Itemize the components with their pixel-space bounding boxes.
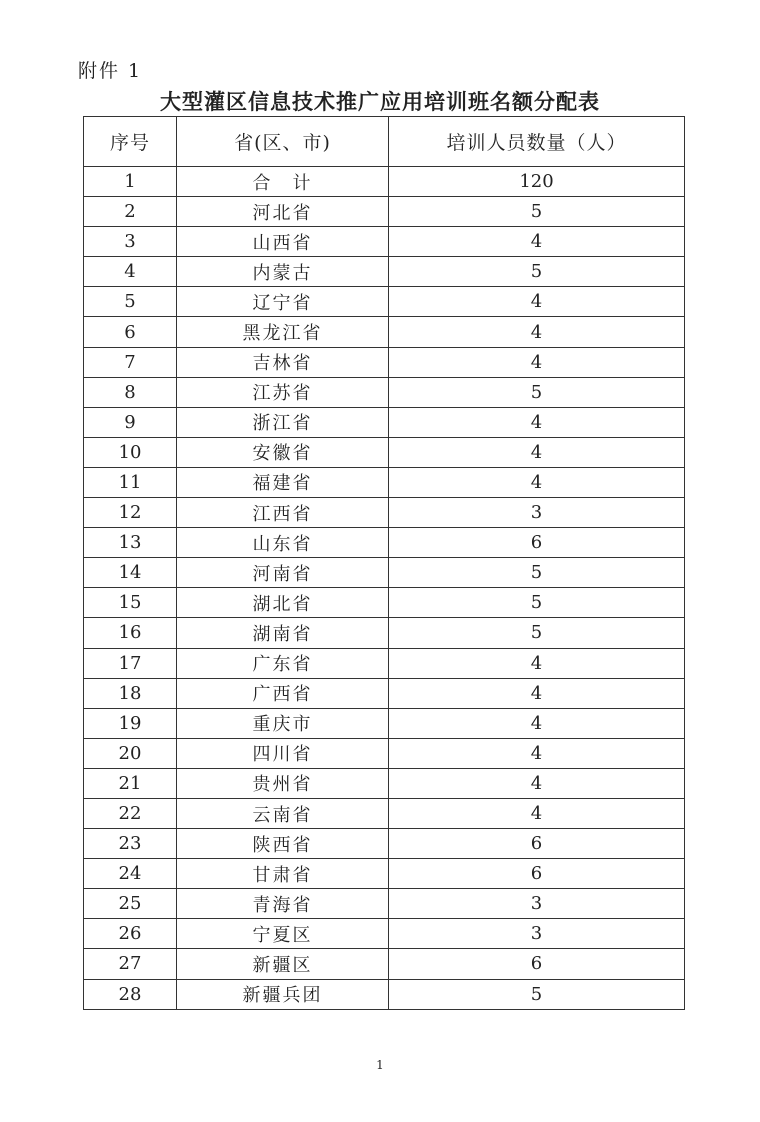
row-count-cell: 5 bbox=[389, 979, 685, 1009]
table-row bbox=[84, 317, 685, 347]
row-number-cell: 4 bbox=[84, 257, 177, 287]
row-count-cell: 6 bbox=[389, 949, 685, 979]
row-count-cell: 4 bbox=[389, 798, 685, 828]
row-count-cell: 4 bbox=[389, 648, 685, 678]
table-row bbox=[84, 467, 685, 497]
row-number-cell: 8 bbox=[84, 377, 177, 407]
table-header-row bbox=[84, 117, 685, 167]
document-title: 大型灌区信息技术推广应用培训班名额分配表 bbox=[160, 90, 600, 114]
row-number-cell: 13 bbox=[84, 528, 177, 558]
row-number-cell: 26 bbox=[84, 919, 177, 949]
row-province-cell: 湖南省 bbox=[177, 618, 389, 648]
row-count-cell: 5 bbox=[389, 377, 685, 407]
row-number-cell: 9 bbox=[84, 407, 177, 437]
table-row bbox=[84, 287, 685, 317]
row-number-cell: 25 bbox=[84, 889, 177, 919]
row-province-cell: 福建省 bbox=[177, 467, 389, 497]
table-row bbox=[84, 437, 685, 467]
row-province-cell: 新疆兵团 bbox=[177, 979, 389, 1009]
row-province-cell: 辽宁省 bbox=[177, 287, 389, 317]
row-province-cell: 云南省 bbox=[177, 798, 389, 828]
row-count-cell: 4 bbox=[389, 678, 685, 708]
row-count-cell: 4 bbox=[389, 227, 685, 257]
table-row bbox=[84, 197, 685, 227]
table-row bbox=[84, 708, 685, 738]
row-count-cell: 6 bbox=[389, 859, 685, 889]
table-row bbox=[84, 919, 685, 949]
row-number-cell: 15 bbox=[84, 588, 177, 618]
row-province-cell: 宁夏区 bbox=[177, 919, 389, 949]
row-province-cell: 江苏省 bbox=[177, 377, 389, 407]
row-count-cell: 4 bbox=[389, 708, 685, 738]
column-header-count: 培训人员数量（人） bbox=[389, 117, 685, 167]
row-count-cell: 5 bbox=[389, 558, 685, 588]
row-count-cell: 3 bbox=[389, 498, 685, 528]
row-count-cell: 5 bbox=[389, 257, 685, 287]
table-row bbox=[84, 407, 685, 437]
row-province-cell: 河南省 bbox=[177, 558, 389, 588]
row-count-cell: 3 bbox=[389, 919, 685, 949]
row-number-cell: 2 bbox=[84, 197, 177, 227]
table-row bbox=[84, 738, 685, 768]
row-number-cell: 17 bbox=[84, 648, 177, 678]
table-row bbox=[84, 257, 685, 287]
row-number-cell: 16 bbox=[84, 618, 177, 648]
row-number-cell: 12 bbox=[84, 498, 177, 528]
table-row bbox=[84, 648, 685, 678]
row-province-cell: 黑龙江省 bbox=[177, 317, 389, 347]
row-province-cell: 山东省 bbox=[177, 528, 389, 558]
row-count-cell: 4 bbox=[389, 287, 685, 317]
row-number-cell: 3 bbox=[84, 227, 177, 257]
table-row bbox=[84, 768, 685, 798]
table-row bbox=[84, 377, 685, 407]
row-number-cell: 10 bbox=[84, 437, 177, 467]
table-row bbox=[84, 678, 685, 708]
row-province-cell: 青海省 bbox=[177, 889, 389, 919]
table-row bbox=[84, 528, 685, 558]
table-row bbox=[84, 347, 685, 377]
row-count-cell: 6 bbox=[389, 829, 685, 859]
table-row bbox=[84, 798, 685, 828]
table-row bbox=[84, 829, 685, 859]
row-count-cell: 4 bbox=[389, 407, 685, 437]
column-header-number: 序号 bbox=[84, 117, 177, 167]
row-number-cell: 28 bbox=[84, 979, 177, 1009]
table-row bbox=[84, 889, 685, 919]
table-row bbox=[84, 227, 685, 257]
table-row bbox=[84, 558, 685, 588]
row-count-cell: 5 bbox=[389, 618, 685, 648]
row-number-cell: 23 bbox=[84, 829, 177, 859]
row-number-cell: 22 bbox=[84, 798, 177, 828]
row-count-cell: 5 bbox=[389, 197, 685, 227]
attachment-label: 附件 1 bbox=[78, 60, 143, 82]
row-province-cell: 河北省 bbox=[177, 197, 389, 227]
row-province-cell: 吉林省 bbox=[177, 347, 389, 377]
row-count-cell: 3 bbox=[389, 889, 685, 919]
row-province-cell: 贵州省 bbox=[177, 768, 389, 798]
row-number-cell: 11 bbox=[84, 467, 177, 497]
row-number-cell: 6 bbox=[84, 317, 177, 347]
row-number-cell: 27 bbox=[84, 949, 177, 979]
row-number-cell: 24 bbox=[84, 859, 177, 889]
row-count-cell: 4 bbox=[389, 317, 685, 347]
row-province-cell: 浙江省 bbox=[177, 407, 389, 437]
row-number-cell: 5 bbox=[84, 287, 177, 317]
row-province-cell: 甘肃省 bbox=[177, 859, 389, 889]
table-body bbox=[84, 167, 685, 1010]
row-count-cell: 4 bbox=[389, 467, 685, 497]
row-count-cell: 4 bbox=[389, 347, 685, 377]
table-row bbox=[84, 588, 685, 618]
page-number: 1 bbox=[376, 1058, 384, 1072]
row-province-cell: 合 计 bbox=[177, 167, 389, 197]
row-number-cell: 14 bbox=[84, 558, 177, 588]
column-header-province: 省(区、市) bbox=[177, 117, 389, 167]
row-number-cell: 19 bbox=[84, 708, 177, 738]
row-number-cell: 7 bbox=[84, 347, 177, 377]
table-row bbox=[84, 979, 685, 1009]
row-province-cell: 重庆市 bbox=[177, 708, 389, 738]
row-number-cell: 18 bbox=[84, 678, 177, 708]
row-province-cell: 新疆区 bbox=[177, 949, 389, 979]
row-count-cell: 4 bbox=[389, 437, 685, 467]
row-province-cell: 广西省 bbox=[177, 678, 389, 708]
row-province-cell: 山西省 bbox=[177, 227, 389, 257]
allocation-table bbox=[83, 116, 685, 1010]
row-province-cell: 四川省 bbox=[177, 738, 389, 768]
row-count-cell: 4 bbox=[389, 768, 685, 798]
table-row bbox=[84, 167, 685, 197]
row-number-cell: 1 bbox=[84, 167, 177, 197]
row-count-cell: 4 bbox=[389, 738, 685, 768]
row-number-cell: 20 bbox=[84, 738, 177, 768]
row-province-cell: 安徽省 bbox=[177, 437, 389, 467]
row-count-cell: 6 bbox=[389, 528, 685, 558]
row-province-cell: 湖北省 bbox=[177, 588, 389, 618]
row-count-cell: 5 bbox=[389, 588, 685, 618]
row-province-cell: 内蒙古 bbox=[177, 257, 389, 287]
row-number-cell: 21 bbox=[84, 768, 177, 798]
row-count-cell: 120 bbox=[389, 167, 685, 197]
table-row bbox=[84, 949, 685, 979]
table-row bbox=[84, 618, 685, 648]
table-row bbox=[84, 859, 685, 889]
row-province-cell: 江西省 bbox=[177, 498, 389, 528]
row-province-cell: 陕西省 bbox=[177, 829, 389, 859]
table-row bbox=[84, 498, 685, 528]
row-province-cell: 广东省 bbox=[177, 648, 389, 678]
